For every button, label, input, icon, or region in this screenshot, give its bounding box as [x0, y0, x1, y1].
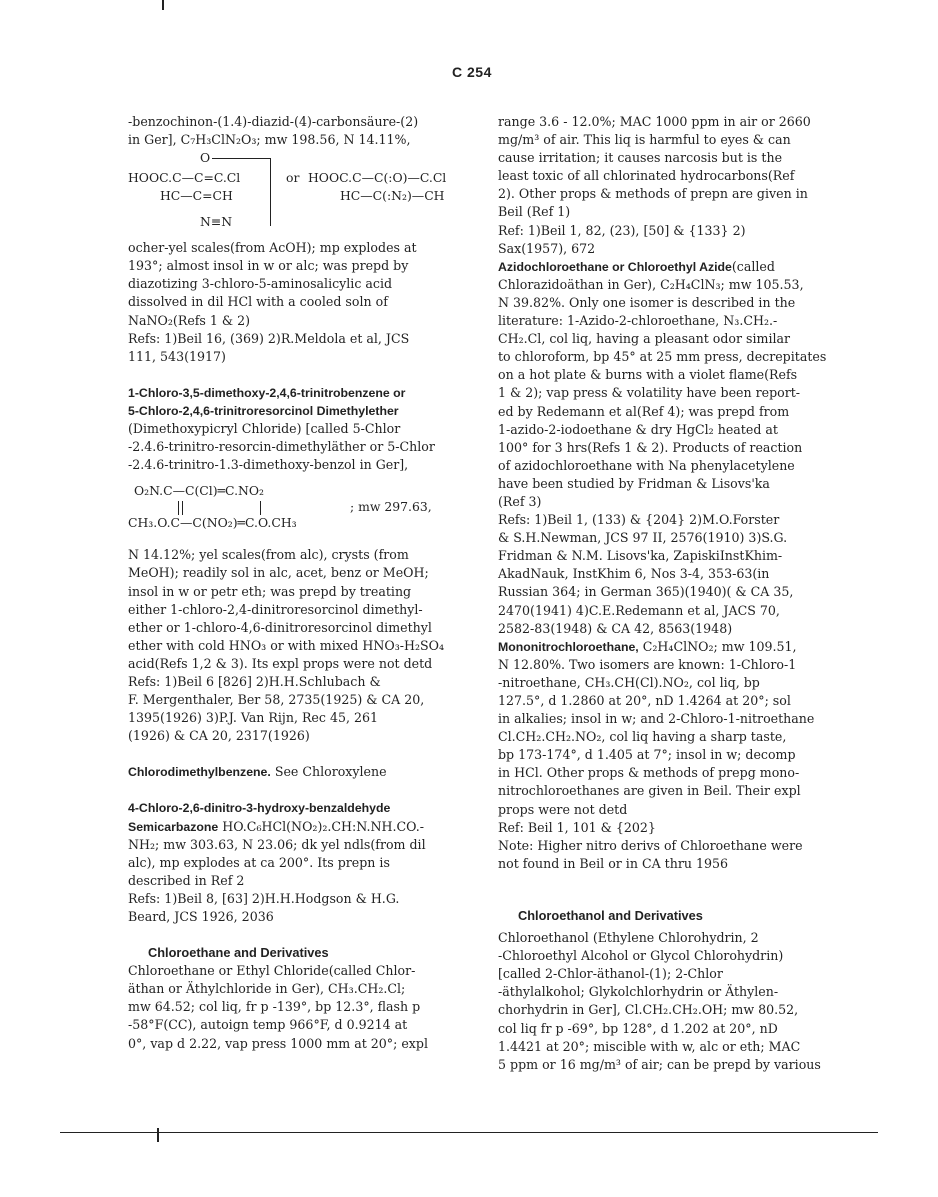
structure-atom: O₂N.C—C(Cl)═C.NO₂ [134, 483, 264, 499]
text-line: in HCl. Other props & methods of prepg mono- [498, 765, 800, 781]
text-line: F. Mergenthaler, Ber 58, 2735(1925) & CA 20, [128, 692, 425, 708]
text-line: Ref: 1)Beil 1, 82, (23), [50] & {133} 2) [498, 222, 746, 238]
entry-heading: 1-Chloro-3,5-dimethoxy-2,4,6-trinitrobenzene or [128, 385, 406, 400]
text-line: of azidochloroethane with Na phenylacetylene [498, 457, 795, 473]
text-line: (Dimethoxypicryl Chloride) [called 5-Chlor [128, 421, 401, 437]
text-line: 127.5°, d 1.2860 at 20°, nD 1.4264 at 20°; sol [498, 693, 791, 708]
entry-heading: Azidochloroethane or Chloroethyl Azide [498, 259, 732, 274]
text-line: dissolved in dil HCl with a cooled soln of [128, 294, 388, 310]
text-line: -2.4.6-trinitro-resorcin-dimethyläther or 5-Chlor [128, 439, 435, 455]
text-line: 111, 543(1917) [128, 348, 226, 364]
text-line: 100° for 3 hrs(Refs 1 & 2). Products of reaction [498, 439, 803, 455]
text-line: insol in w or petr eth; was prepd by treating [128, 583, 412, 599]
structure-atom: CH₃.O.C—C(NO₂)═C.O.CH₃ [128, 515, 297, 531]
text-line: N 39.82%. Only one isomer is described in the [498, 294, 796, 310]
text-line: Refs: 1)Beil 8, [63] 2)H.H.Hodgson & H.G. [128, 890, 400, 906]
text-line: -58°F(CC), autoign temp 966°F, d 0.9214 at [128, 1017, 408, 1033]
text-line: Refs: 1)Beil 6 [826] 2)H.H.Schlubach & [128, 673, 381, 689]
text-line: on a hot plate & burns with a violet flame(Refs [498, 367, 798, 383]
text-line: least toxic of all chlorinated hydrocarbons(Ref [498, 168, 795, 184]
text-line: acid(Refs 1,2 & 3). Its expl props were not detd [128, 655, 433, 671]
text-line: Beard, JCS 1926, 2036 [128, 909, 274, 924]
text-line: range 3.6 - 12.0%; MAC 1000 ppm in air or 2660 [498, 114, 811, 129]
text-line: Sax(1957), 672 [498, 240, 596, 256]
text-line: HO.C₆HCl(NO₂)₂.CH:N.NH.CO.- [222, 818, 424, 834]
text-line: -benzochinon-(1.4)-diazid-(4)-carbonsäure-(2) [128, 114, 419, 129]
text-line: N 12.80%. Two isomers are known: 1-Chloro-1 [498, 656, 797, 672]
text-line: -nitroethane, CH₃.CH(Cl).NO₂, col liq, bp [498, 674, 760, 690]
text-line: chorhydrin in Ger], Cl.CH₂.CH₂.OH; mw 80.52, [498, 1002, 799, 1018]
structure-diagram-1 [128, 149, 458, 239]
text-line: C₂H₄ClNO₂; mw 109.51, [642, 638, 797, 654]
text-line: (1926) & CA 20, 2317(1926) [128, 728, 310, 744]
text-line: [called 2-Chlor-äthanol-(1); 2-Chlor [498, 966, 723, 982]
entry-heading: 5-Chloro-2,4,6-trinitroresorcinol Dimethylether [128, 403, 399, 418]
text-line: Cl.CH₂.CH₂.NO₂, col liq having a sharp taste, [498, 729, 787, 745]
text-line: 2470(1941) 4)C.E.Redemann et al, JACS 70, [498, 602, 780, 618]
text-line: 1-azido-2-iodoethane & dry HgCl₂ heated at [498, 421, 778, 437]
bottom-rule [60, 1132, 878, 1133]
text-line: to chloroform, bp 45° at 25 mm press, decrepitates [498, 349, 827, 365]
section-title: Chloroethane and Derivatives [148, 945, 329, 961]
text-line: described in Ref 2 [128, 872, 245, 888]
structure-atom: HOOC.C—C(:O)—C.Cl [308, 170, 447, 186]
text-line: ocher-yel scales(from AcOH); mp explodes at [128, 240, 417, 256]
top-tick-mark [162, 0, 164, 10]
text-line: nitrochloroethanes are given in Beil. Their expl [498, 783, 801, 799]
text-line: AkadNauk, InstKhim 6, Nos 3-4, 353-63(in [498, 566, 770, 582]
text-line: in alkalies; insol in w; and 2-Chloro-1-nitroethane [498, 711, 815, 727]
text-line: & S.H.Newman, JCS 97 II, 2576(1910) 3)S.G. [498, 530, 788, 546]
text-line: Chloroethanol (Ethylene Chlorohydrin, 2 [498, 930, 759, 946]
text-line: ed by Redemann et al(Ref 4); was prepd from [498, 403, 790, 419]
section-title: Chloroethanol and Derivatives [518, 907, 703, 923]
text-line: have been studied by Fridman & Lisovs'ka [498, 475, 770, 491]
text-line: 0°, vap d 2.22, vap press 1000 mm at 20°; expl [128, 1035, 428, 1051]
entry-heading: 4-Chloro-2,6-dinitro-3-hydroxy-benzaldehyde [128, 801, 391, 816]
text-line: NaNO₂(Refs 1 & 2) [128, 312, 251, 328]
text-line: either 1-chloro-2,4-dinitroresorcinol dimethyl- [128, 601, 423, 617]
text-line: in Ger], C₇H₃ClN₂O₃; mw 198.56, N 14.11%, [128, 132, 411, 148]
text-line: Refs: 1)Beil 1, (133) & {204} 2)M.O.Forster [498, 512, 780, 528]
text-line: 2582-83(1948) & CA 42, 8563(1948) [498, 620, 733, 636]
text-line: (called [731, 258, 775, 274]
text-line: -Chloroethyl Alcohol or Glycol Chlorohydrin) [498, 948, 784, 964]
text-line: NH₂; mw 303.63, N 23.06; dk yel ndls(from dil [128, 836, 426, 852]
text-line: CH₂.Cl, col liq, having a pleasant odor similar [498, 331, 791, 347]
text-line: mg/m³ of air. This liq is harmful to eyes & can [498, 132, 791, 148]
text-line: Chloroethane or Ethyl Chloride(called Chlor- [128, 963, 416, 979]
text-line: ether with cold HNO₃ or with mixed HNO₃-H₂SO₄ [128, 637, 445, 653]
text-line: literature: 1-Azido-2-chloroethane, N₃.CH₂.- [498, 313, 778, 329]
entry-heading: Mononitrochloroethane, [498, 639, 639, 654]
structure-mw: ; mw 297.63, [350, 499, 432, 515]
text-line: 5 ppm or 16 mg/m³ of air; can be prepd by various [498, 1056, 821, 1072]
text-line: bp 173-174°, d 1.405 at 7°; insol in w; decomp [498, 747, 796, 763]
text-line: 1.4421 at 20°; miscible with w, alc or eth; MAC [498, 1038, 801, 1054]
text-line: Russian 364; in German 365)(1940)( & CA 35, [498, 584, 794, 600]
right-column [498, 113, 838, 1074]
text-line: äthan or Äthylchloride in Ger), CH₃.CH₂.Cl; [128, 981, 406, 997]
text-line: 193°; almost insol in w or alc; was prepd by [128, 258, 409, 274]
structure-atom: N≡N [200, 214, 233, 230]
left-column [128, 113, 458, 1053]
text-line: mw 64.52; col liq, fr p -139°, bp 12.3°, flash p [128, 999, 421, 1015]
text-line: -äthylalkohol; Glykolchlorhydrin or Äthylen- [498, 984, 779, 1000]
text-line: MeOH); readily sol in alc, acet, benz or MeOH; [128, 565, 429, 581]
page-number: C 254 [452, 64, 492, 80]
text-line: See Chloroxylene [274, 764, 387, 780]
structure-atom: O [200, 150, 211, 166]
text-line: Ref: Beil 1, 101 & {202} [498, 819, 656, 835]
text-line: N 14.12%; yel scales(from alc), crysts (from [128, 547, 409, 563]
text-line: ether or 1-chloro-4,6-dinitroresorcinol dimethyl [128, 619, 432, 635]
text-line: (Ref 3) [498, 493, 542, 509]
text-line: 2). Other props & methods of prepn are given in [498, 186, 808, 202]
text-line: 1395(1926) 3)P.J. Van Rijn, Rec 45, 261 [128, 710, 379, 726]
text-line: props were not detd [498, 801, 628, 817]
entry-heading: Semicarbazone [128, 819, 219, 834]
structure-atom: HOOC.C—C=C.Cl [128, 170, 241, 186]
text-line: cause irritation; it causes narcosis but is the [498, 150, 783, 166]
entry-heading: Chlorodimethylbenzene. [128, 765, 271, 780]
text-line: col liq fr p -69°, bp 128°, d 1.202 at 20°, nD [498, 1020, 778, 1036]
text-line: Chlorazidoäthan in Ger), C₂H₄ClN₃; mw 105.53, [498, 276, 804, 292]
structure-or: or [286, 170, 300, 186]
structure-atom: HC—C(:N₂)—CH [340, 188, 445, 204]
text-line: Note: Higher nitro derivs of Chloroethane were [498, 837, 803, 853]
text-line: Refs: 1)Beil 16, (369) 2)R.Meldola et al, JCS [128, 330, 410, 346]
text-line: Beil (Ref 1) [498, 204, 571, 220]
bottom-tick-mark [157, 1128, 159, 1142]
text-line: alc), mp explodes at ca 200°. Its prepn is [128, 854, 390, 870]
structure-diagram-2 [128, 474, 458, 536]
structure-atom: HC—C=CH [160, 188, 233, 204]
text-line: diazotizing 3-chloro-5-aminosalicylic acid [128, 276, 393, 292]
text-line: not found in Beil or in CA thru 1956 [498, 855, 729, 871]
text-line: 1 & 2); vap press & volatility have been report- [498, 385, 801, 401]
text-line: Fridman & N.M. Lisovs'ka, ZapiskiInstKhim- [498, 548, 783, 564]
text-line: -2.4.6-trinitro-1.3-dimethoxy-benzol in Ger], [128, 457, 409, 473]
